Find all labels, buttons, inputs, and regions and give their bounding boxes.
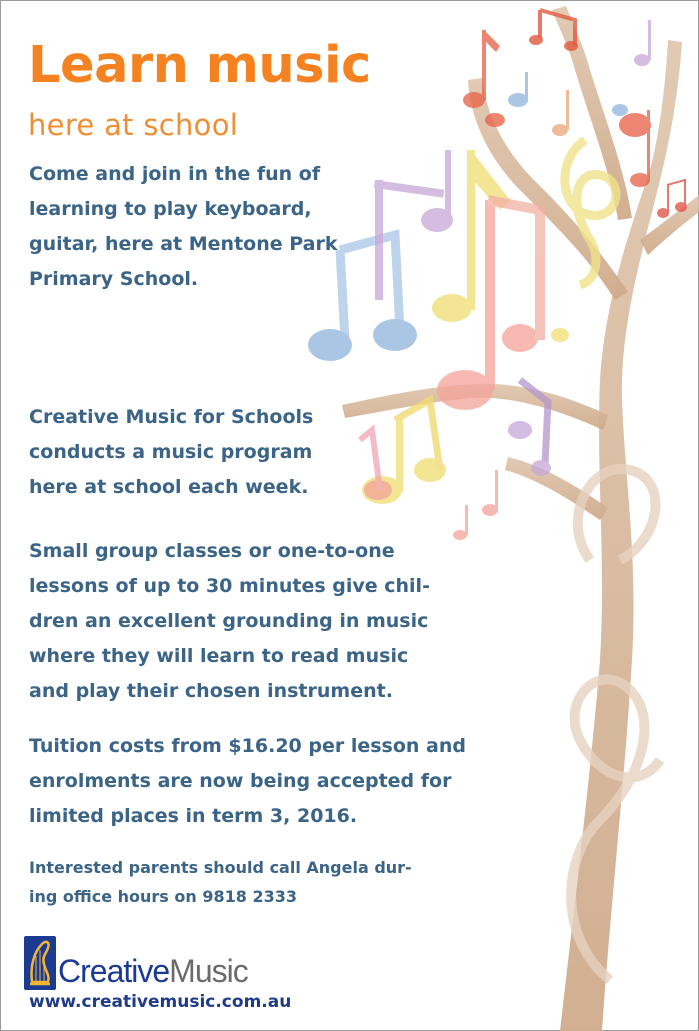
harp-logo-icon	[24, 936, 56, 990]
text-line: Tuition costs from $16.20 per lesson and	[29, 735, 466, 757]
contact-paragraph	[29, 853, 412, 911]
text-line: guitar, here at Mentone Park	[29, 233, 338, 255]
website-url: www.creativemusic.com.au	[29, 992, 292, 1012]
text-line: enrolments are now being accepted for	[29, 770, 452, 792]
poster-title: Learn music	[28, 36, 371, 95]
text-line: Small group classes or one-to-one	[29, 540, 395, 562]
text-line: Creative Music for Schools	[29, 406, 314, 428]
creative-music-logo	[24, 934, 264, 990]
text-line: lessons of up to 30 minutes give chil-	[29, 575, 430, 597]
tuition-paragraph	[29, 729, 466, 834]
logo-wordmark	[58, 952, 248, 990]
text-line: where they will learn to read music	[29, 645, 409, 667]
text-line: Come and join in the fun of	[29, 163, 321, 185]
intro-paragraph	[29, 157, 337, 297]
text-line: learning to play keyboard,	[29, 198, 312, 220]
text-line: Interested parents should call Angela dur-	[29, 858, 412, 877]
text-line: conducts a music program	[29, 441, 313, 463]
text-line: limited places in term 3, 2016.	[29, 805, 358, 827]
text-line: dren an excellent grounding in music	[29, 610, 429, 632]
classes-paragraph	[29, 534, 430, 709]
logo-word-creative: Creative	[58, 953, 170, 989]
text-line: and play their chosen instrument.	[29, 680, 393, 702]
program-paragraph	[29, 400, 313, 505]
text-line: ing office hours on 9818 2333	[29, 887, 297, 906]
text-line: Primary School.	[29, 268, 199, 290]
logo-word-music: Music	[169, 953, 248, 989]
poster-subtitle: here at school	[28, 108, 239, 142]
text-line: here at school each week.	[29, 476, 309, 498]
